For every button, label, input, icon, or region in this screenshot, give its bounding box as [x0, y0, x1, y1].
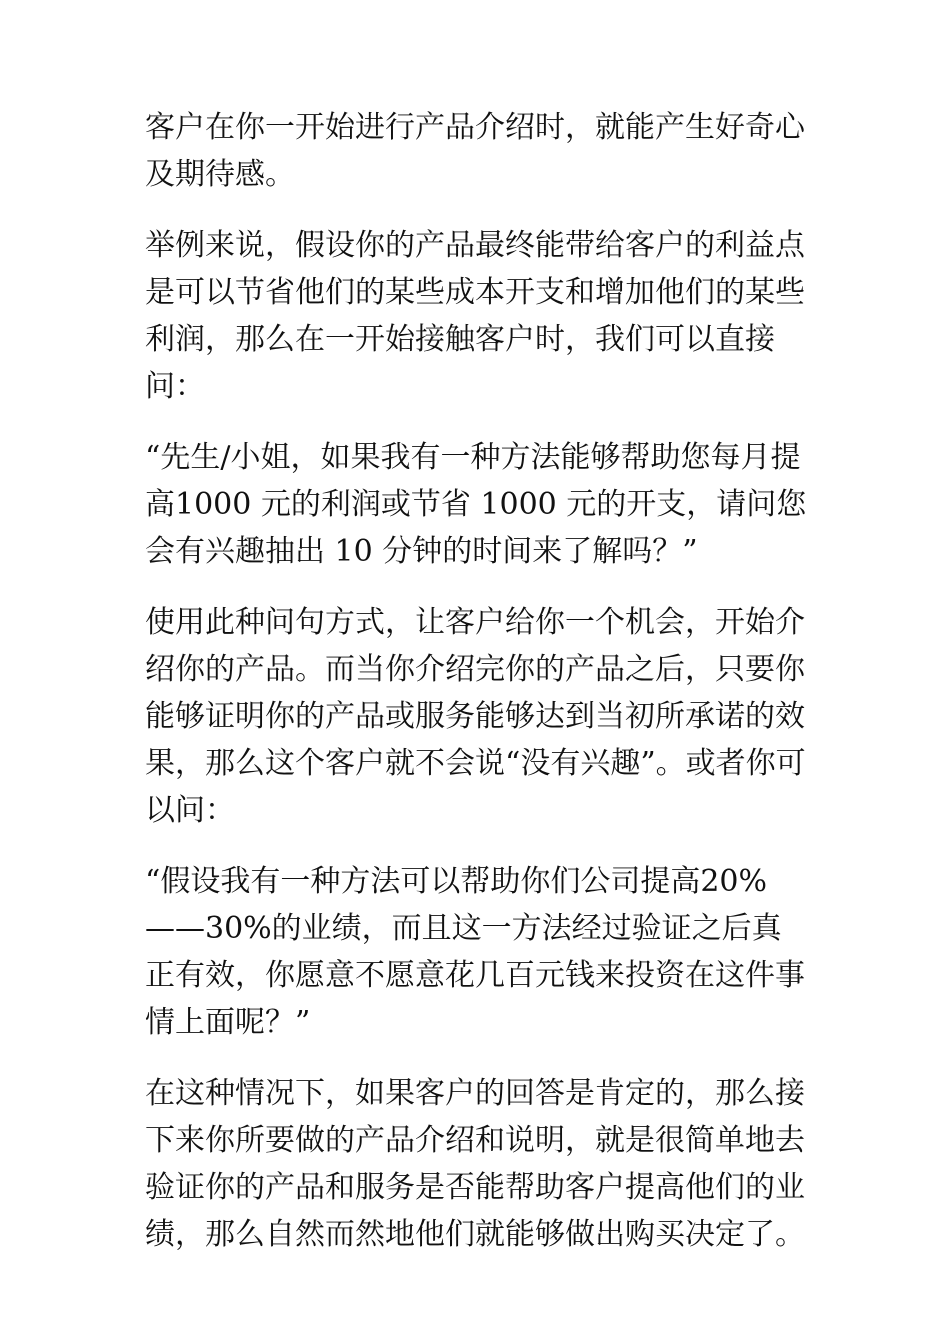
document-body	[145, 104, 810, 1282]
paragraph-example-intro: 举例来说，假设你的产品最终能带给客户的利益点是可以节省他们的某些成本开支和增加他们的某些利润，那么在一开始接触客户时，我们可以直接问：	[145, 228, 805, 404]
paragraph-question-one: “先生/小姐，如果我有一种方法能够帮助您每月提高1000 元的利润或节省 1000 元的开支，请问您会有兴趣抽出 10 分钟的时间来了解吗？”	[145, 440, 807, 569]
paragraph-question-method: 使用此种问句方式，让客户给你一个机会，开始介绍你的产品。而当你介绍完你的产品之后，只要你能够证明你的产品或服务能够达到当初所承诺的效果，那么这个客户就不会说“没有兴趣”。或者你可以问：	[145, 605, 806, 828]
paragraph-curiosity: 客户在你一开始进行产品介绍时，就能产生好奇心及期待感。	[145, 110, 805, 192]
paragraph-conclusion: 在这种情况下，如果客户的回答是肯定的，那么接下来你所要做的产品介绍和说明，就是很简单地去验证你的产品和服务是否能帮助客户提高他们的业绩，那么自然而然地他们就能够做出购买决定了。	[145, 1076, 805, 1252]
paragraph-question-two: “假设我有一种方法可以帮助你们公司提高20%——30%的业绩，而且这一方法经过验证之后真正有效，你愿意不愿意花几百元钱来投资在这件事情上面呢？”	[145, 864, 805, 1040]
